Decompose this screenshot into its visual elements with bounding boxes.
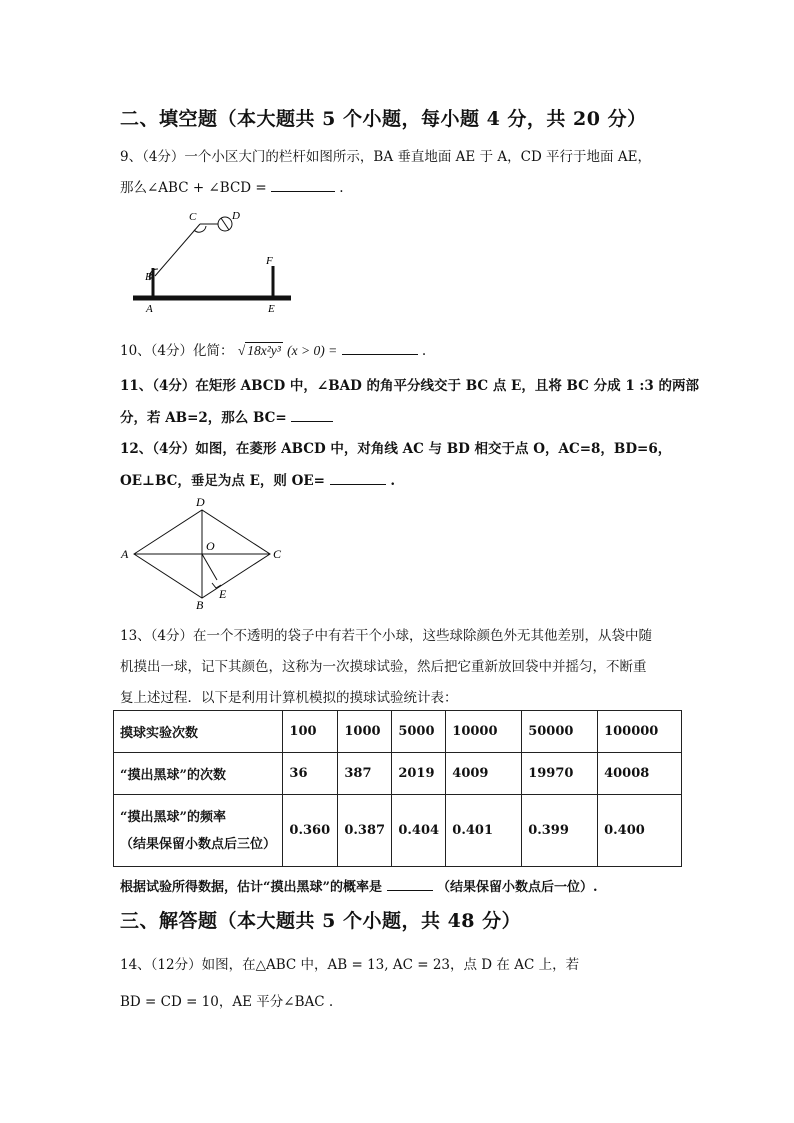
q13-conclusion-b: （结果保留小数点后一位）.: [437, 880, 598, 895]
table-row: [114, 753, 682, 795]
row-label-frequency: [114, 795, 283, 867]
q12-line1: 12、（4分）如图，在菱形 ABCD 中，对角线 AC 与 BD 相交于点 O，AC=8，BD=6，: [120, 441, 672, 457]
q13-stats-table: [113, 710, 682, 867]
table-cell: 100: [283, 711, 338, 753]
q14-line1: 14、（12分）如图，在△ABC 中，AB = 13, AC = 23，点 D 在 AC 上，若: [120, 957, 580, 973]
row-label-frequency-a: “摸出黑球”的频率: [120, 809, 226, 825]
q12-line2: [120, 469, 395, 489]
q12-label-a: A: [121, 547, 129, 561]
q12-label-b: B: [196, 598, 204, 612]
q9-railing-figure: [128, 206, 298, 316]
q12-answer-blank: [330, 470, 386, 485]
row-label-frequency-b: （结果保留小数点后三位）: [120, 836, 277, 852]
table-row: [114, 711, 682, 753]
q12-label-c: C: [273, 547, 282, 561]
q9-line1: 9、（4分）一个小区大门的栏杆如图所示，BA 垂直地面 AE 于 A，CD 平行于地面 AE，: [120, 149, 651, 165]
q10-condition: (x > 0) =: [287, 343, 338, 358]
q14-line2: BD = CD = 10，AE 平分∠BAC .: [120, 994, 334, 1010]
table-cell: 100000: [598, 711, 682, 753]
table-cell: 0.360: [283, 795, 338, 867]
q9-label-e: E: [268, 303, 275, 315]
q9-bar-bc: [155, 224, 200, 276]
table-cell: 0.401: [446, 795, 522, 867]
q11-line1: 11、（4分）在矩形 ABCD 中，∠BAD 的角平分线交于 BC 点 E，且将 BC 分成 1 :3 的两部: [120, 378, 699, 394]
table-cell: 387: [338, 753, 392, 795]
q11-answer-blank: [291, 407, 333, 422]
table-cell: 0.387: [338, 795, 392, 867]
q12-label-e: E: [219, 587, 227, 601]
q12-label-o: O: [206, 539, 215, 553]
q9-line2: [120, 176, 344, 196]
q13-answer-blank: [387, 876, 433, 891]
q10-radical: √ 18x²y³: [237, 343, 281, 358]
q9-line2-end: .: [339, 180, 344, 196]
q9-label-c: C: [189, 211, 197, 223]
q9-answer-blank: [271, 177, 335, 192]
q12-line2-text: OE⊥BC，垂足为点 E，则 OE=: [120, 473, 325, 489]
row-label-trials: 摸球实验次数: [114, 711, 283, 753]
table-cell: 0.399: [522, 795, 598, 867]
q12-rhombus-figure: [116, 494, 296, 612]
q10-prefix: 10、（4分）化简：: [120, 343, 234, 359]
q13-conclusion: [120, 876, 598, 895]
table-cell: 19970: [522, 753, 598, 795]
q12-segment-oe: [202, 554, 217, 580]
q9-label-b: B: [145, 271, 152, 283]
row-label-black-count: “摸出黑球”的次数: [114, 753, 283, 795]
q13-conclusion-a: 根据试验所得数据，估计“摸出黑球”的概率是: [120, 880, 382, 895]
q9-label-d: D: [232, 210, 240, 222]
table-cell: 0.404: [392, 795, 446, 867]
table-cell: 0.400: [598, 795, 682, 867]
q12-label-d: D: [196, 495, 205, 509]
table-cell: 10000: [446, 711, 522, 753]
q10-line: [120, 339, 426, 359]
table-cell: 5000: [392, 711, 446, 753]
table-row: [114, 795, 682, 867]
table-cell: 50000: [522, 711, 598, 753]
q12-line2-end: .: [390, 473, 396, 489]
table-cell: 1000: [338, 711, 392, 753]
q10-radicand: 18x²y³: [247, 343, 281, 358]
q9-label-f: F: [266, 255, 273, 267]
q11-line2: [120, 406, 333, 426]
q13-line3: 复上述过程．以下是利用计算机模拟的摸球试验统计表：: [120, 690, 458, 706]
section3-title: 三、解答题（本大题共 5 个小题，共 48 分）: [120, 910, 522, 932]
table-cell: 4009: [446, 753, 522, 795]
q9-wheel-spoke: [221, 218, 229, 230]
q9-line2-text: 那么∠ABC + ∠BCD =: [120, 180, 267, 196]
q10-end: .: [421, 343, 427, 359]
q13-line2: 机摸出一球，记下其颜色，这称为一次摸球试验，然后把它重新放回袋中并摇匀，不断重: [120, 659, 647, 675]
section2-title: 二、填空题（本大题共 5 个小题，每小题 4 分，共 20 分）: [120, 108, 647, 130]
q11-line2-text: 分，若 AB=2，那么 BC=: [120, 410, 287, 426]
table-cell: 40008: [598, 753, 682, 795]
q13-line1: 13、（4分）在一个不透明的袋子中有若干个小球，这些球除颜色外无其他差别，从袋中随: [120, 628, 653, 644]
table-cell: 36: [283, 753, 338, 795]
q9-label-a: A: [146, 303, 153, 315]
q10-answer-blank: [342, 340, 418, 355]
table-cell: 2019: [392, 753, 446, 795]
